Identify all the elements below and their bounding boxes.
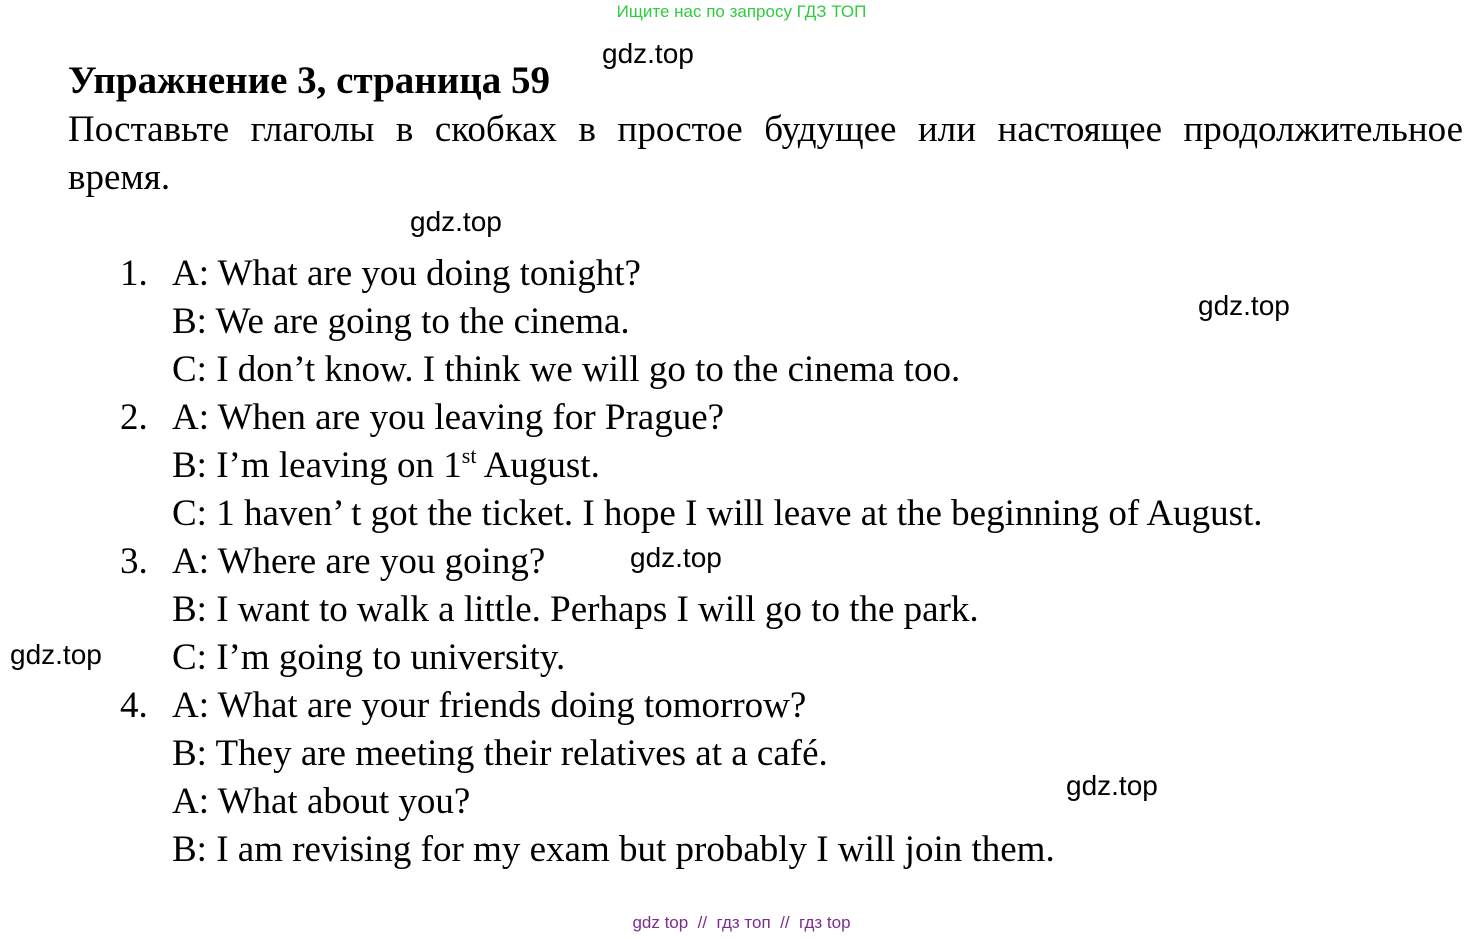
dialogue-line: B: We are going to the cinema. — [172, 301, 630, 342]
dialogue-line: B: I am revising for my exam but probably I will join them. — [172, 829, 1055, 870]
dialogue-line: B: They are meeting their relatives at a café. — [172, 733, 828, 774]
watermark: gdz.top — [1066, 770, 1158, 801]
item-number: 3. — [120, 541, 148, 582]
ordinal-suffix: st — [461, 443, 477, 468]
dialogue-line: C: I’m going to university. — [172, 637, 566, 678]
dialogue-line: C: I don’t know. I think we will go to the cinema too. — [172, 349, 961, 390]
dialogue-line: A: Where are you going? — [172, 541, 546, 582]
watermark: gdz.top — [630, 542, 722, 573]
dialogue-line: A: What about you? — [172, 781, 471, 822]
item-number: 4. — [120, 685, 148, 726]
dialogue-line: A: What are you doing tonight? — [172, 253, 641, 294]
dialogue-line-end: August. — [476, 445, 600, 486]
dialogue-line: A: When are you leaving for Prague? — [172, 397, 725, 438]
watermark: gdz.top — [410, 206, 502, 237]
dialogue-line: B: I want to walk a little. Perhaps I will go to the park. — [172, 589, 979, 630]
top-search-hint[interactable]: Ищите нас по запросу ГДЗ ТОП — [616, 2, 867, 21]
item-number: 1. — [120, 253, 148, 294]
dialogue-line: A: What are your friends doing tomorrow? — [172, 685, 807, 726]
dialogue-line-start: B: I’m leaving on 1 — [172, 445, 462, 486]
watermark: gdz.top — [10, 639, 102, 670]
dialogue-line: C: 1 haven’ t got the ticket. I hope I will leave at the beginning of August. — [172, 493, 1263, 534]
item-number: 2. — [120, 397, 148, 438]
footer-links[interactable]: gdz top // гдз топ // гдз top — [632, 913, 851, 932]
task-instruction: Поставьте глаголы в скобках в простое будущее или настоящее продолжительное время. — [68, 109, 1463, 198]
watermark: gdz.top — [1198, 290, 1290, 321]
dialogue-line — [172, 442, 600, 490]
watermark: gdz.top — [602, 38, 694, 69]
exercise-title: Упражнение 3, страница 59 — [68, 59, 550, 102]
